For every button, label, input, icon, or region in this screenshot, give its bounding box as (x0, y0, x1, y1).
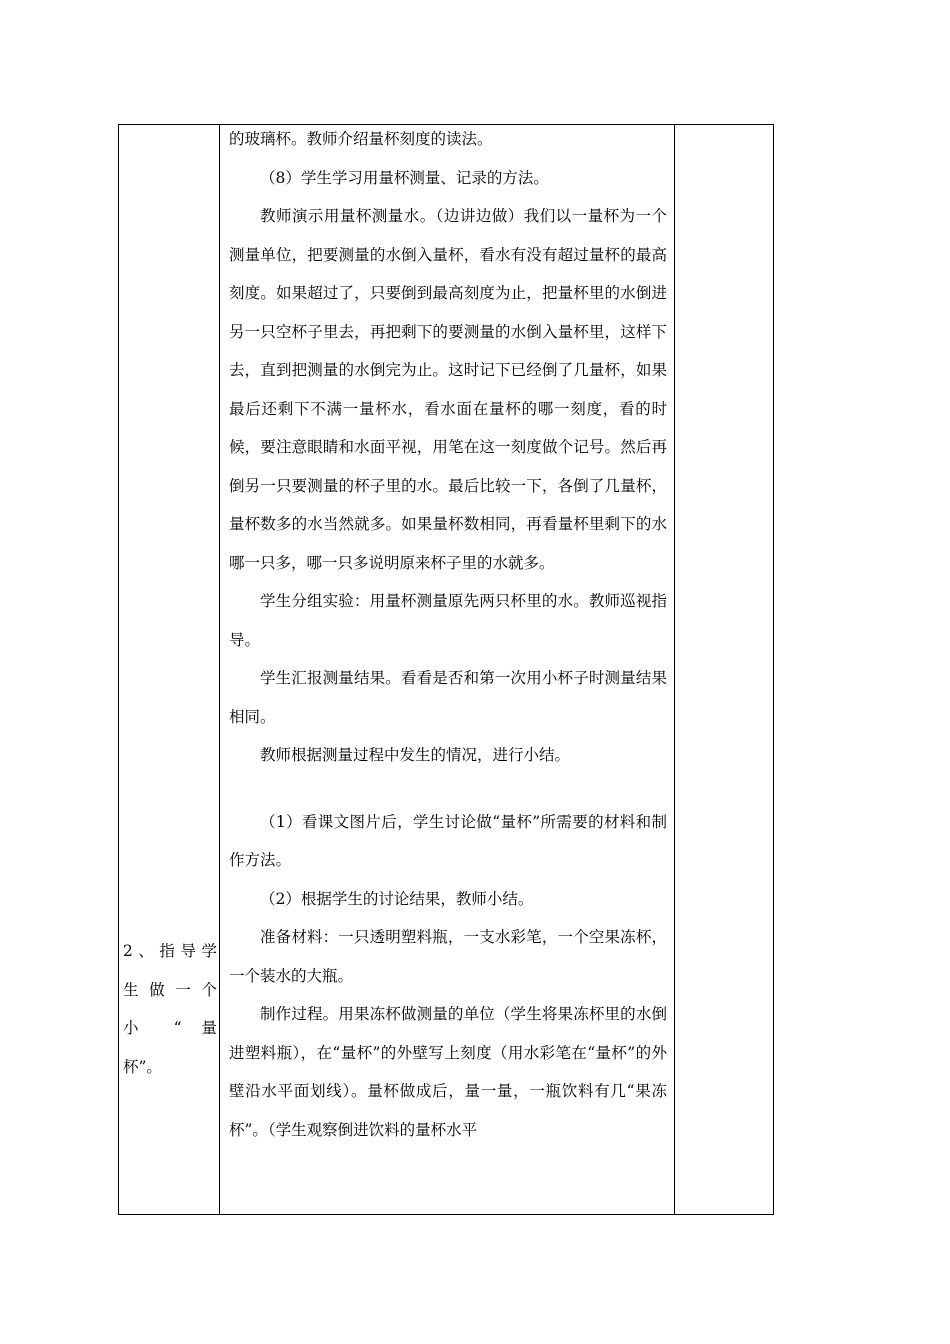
paragraph: 学生汇报测量结果。看看是否和第一次用小杯子时测量结果相同。 (229, 669, 667, 726)
step-label-line: 2、指导学 (123, 942, 217, 960)
paragraph-gap (229, 775, 667, 803)
column-divider (219, 125, 220, 1214)
step-label-line: 生 做 一 个 (123, 980, 217, 999)
paragraph: 教师演示用量杯测量水。（边讲边做）我们以一量杯为一个测量单位，把要测量的水倒入量杯，看水有没有超过量杯的最高刻度。如果超过了，只要倒到最高刻度为止，把量杯里的水倒进另一只空杯子里去，再把剩下的要测量的水倒入量杯里，这样下去，直到把测量的水倒完为止。这时记下已经倒了几量杯，如果最后还剩下不满一量杯水，看水面在量杯的哪一刻度，看的时候，要注意眼睛和水面平视，用笔在这一刻度做个记号。然后再倒另一只要测量的杯子里的水。最后比较一下，各倒了几量杯，量杯数多的水当然就多。如果量杯数相同，再看量杯里剩下的水哪一只多，哪一只多说明原来杯子里的水就多。 (229, 207, 667, 572)
paragraph: 制作过程。用果冻杯做测量的单位（学生将果冻杯里的水倒进塑料瓶），在“量杯”的外壁写上刻度（用水彩笔在“量杯”的外壁沿水平面划线）。量杯做成后，量一量，一瓶饮料有几“果冻杯”。（学生观察倒进饮料的量杯水平 (229, 1005, 667, 1139)
paragraph: 教师根据测量过程中发生的情况，进行小结。 (260, 746, 571, 764)
step-label-line: 杯”。 (123, 1057, 162, 1076)
paragraph: （8）学生学习用量杯测量、记录的方法。 (260, 168, 549, 187)
lesson-content (229, 120, 667, 1149)
step-label-line: 小 “ 量 (123, 1019, 217, 1037)
paragraph: （1）看课文图片后，学生讨论做“量杯”所需要的材料和制作方法。 (229, 812, 667, 869)
paragraph: 学生分组实验：用量杯测量原先两只杯里的水。教师巡视指导。 (229, 592, 667, 649)
paragraph: 准备材料：一只透明塑料瓶，一支水彩笔，一个空果冻杯，一个装水的大瓶。 (229, 928, 667, 985)
column-divider (674, 125, 675, 1214)
paragraph: 的玻璃杯。教师介绍量杯刻度的读法。 (229, 130, 493, 148)
step-label (123, 932, 217, 1086)
lesson-table (118, 124, 774, 1215)
paragraph: （2）根据学生的讨论结果，教师小结。 (260, 889, 534, 908)
